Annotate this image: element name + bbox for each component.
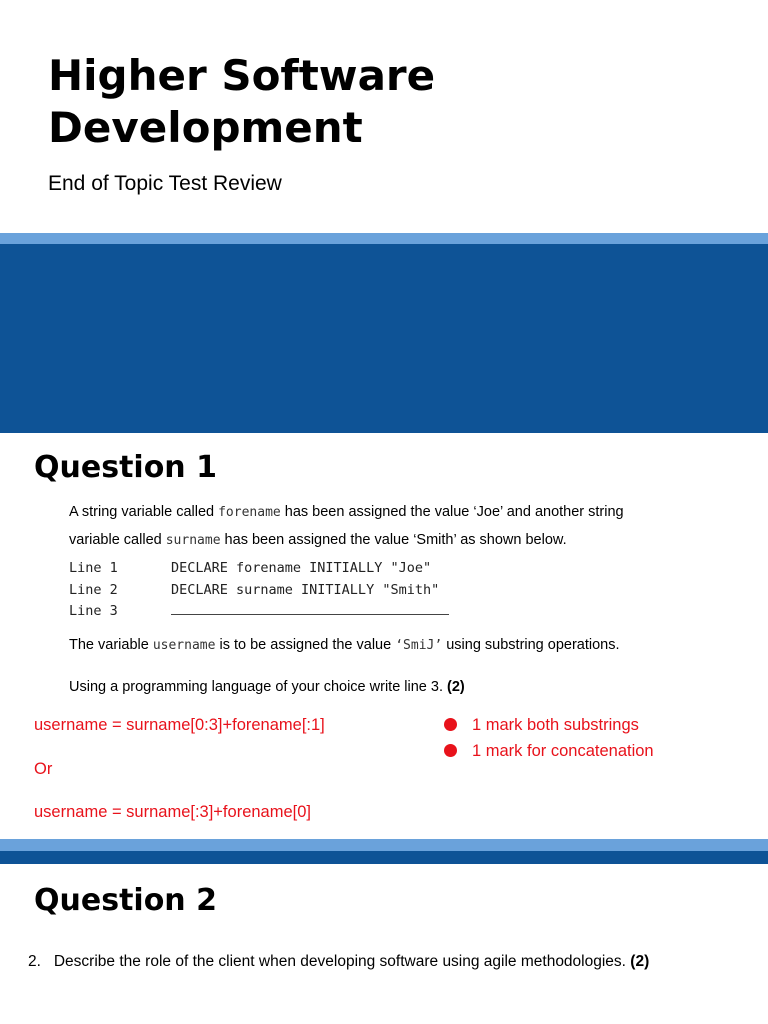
title-line-2: Development	[48, 103, 363, 152]
code-line-2: Line 2 DECLARE surname INITIALLY "Smith"	[69, 582, 440, 598]
mark-bullet-1: 1 mark both substrings	[444, 716, 639, 735]
bullet-dot-icon	[444, 718, 457, 731]
answer-or: Or	[34, 760, 53, 778]
question-2-heading: Question 2	[34, 883, 217, 918]
bullet-dot-icon	[444, 744, 457, 757]
code-surname: surname	[165, 533, 221, 548]
answer-2: username = surname[:3]+forename[0]	[34, 803, 311, 821]
slide-subtitle: End of Topic Test Review	[48, 172, 282, 195]
divider-band-light	[0, 839, 768, 851]
code-forename: forename	[218, 505, 281, 520]
question-2-marks: (2)	[630, 953, 650, 970]
top-band-light	[0, 233, 768, 244]
question-2-text: 2. Describe the role of the client when developing software using agile methodologies. (2)	[28, 953, 650, 970]
title-line-1: Higher Software	[48, 51, 436, 100]
mark-bullet-2: 1 mark for concatenation	[444, 742, 654, 761]
code-line-1: Line 1 DECLARE forename INITIALLY "Joe"	[69, 560, 432, 576]
code-smij: ‘SmiJ’	[395, 638, 443, 653]
code-username: username	[152, 638, 216, 653]
top-band-dark	[0, 244, 768, 433]
question-1-heading: Question 1	[34, 450, 217, 485]
divider-band-dark	[0, 851, 768, 864]
answer-1: username = surname[0:3]+forename[:1]	[34, 716, 325, 734]
answer-blank-line	[171, 603, 449, 615]
slide-title	[48, 50, 435, 154]
question-1-text-line-2: variable called surname has been assigned the value ‘Smith’ as shown below.	[69, 532, 567, 548]
question-1-text-line-1: A string variable called forename has been assigned the value ‘Joe’ and another string	[69, 504, 624, 520]
question-1-text-line-3: The variable username is to be assigned the value ‘SmiJ’ using substring operations.	[69, 637, 620, 653]
question-1-text-line-4: Using a programming language of your choice write line 3. (2)	[69, 679, 465, 695]
marks-label: (2)	[447, 679, 465, 695]
question-2-number: 2.	[28, 953, 41, 970]
code-line-3: Line 3	[69, 603, 449, 619]
